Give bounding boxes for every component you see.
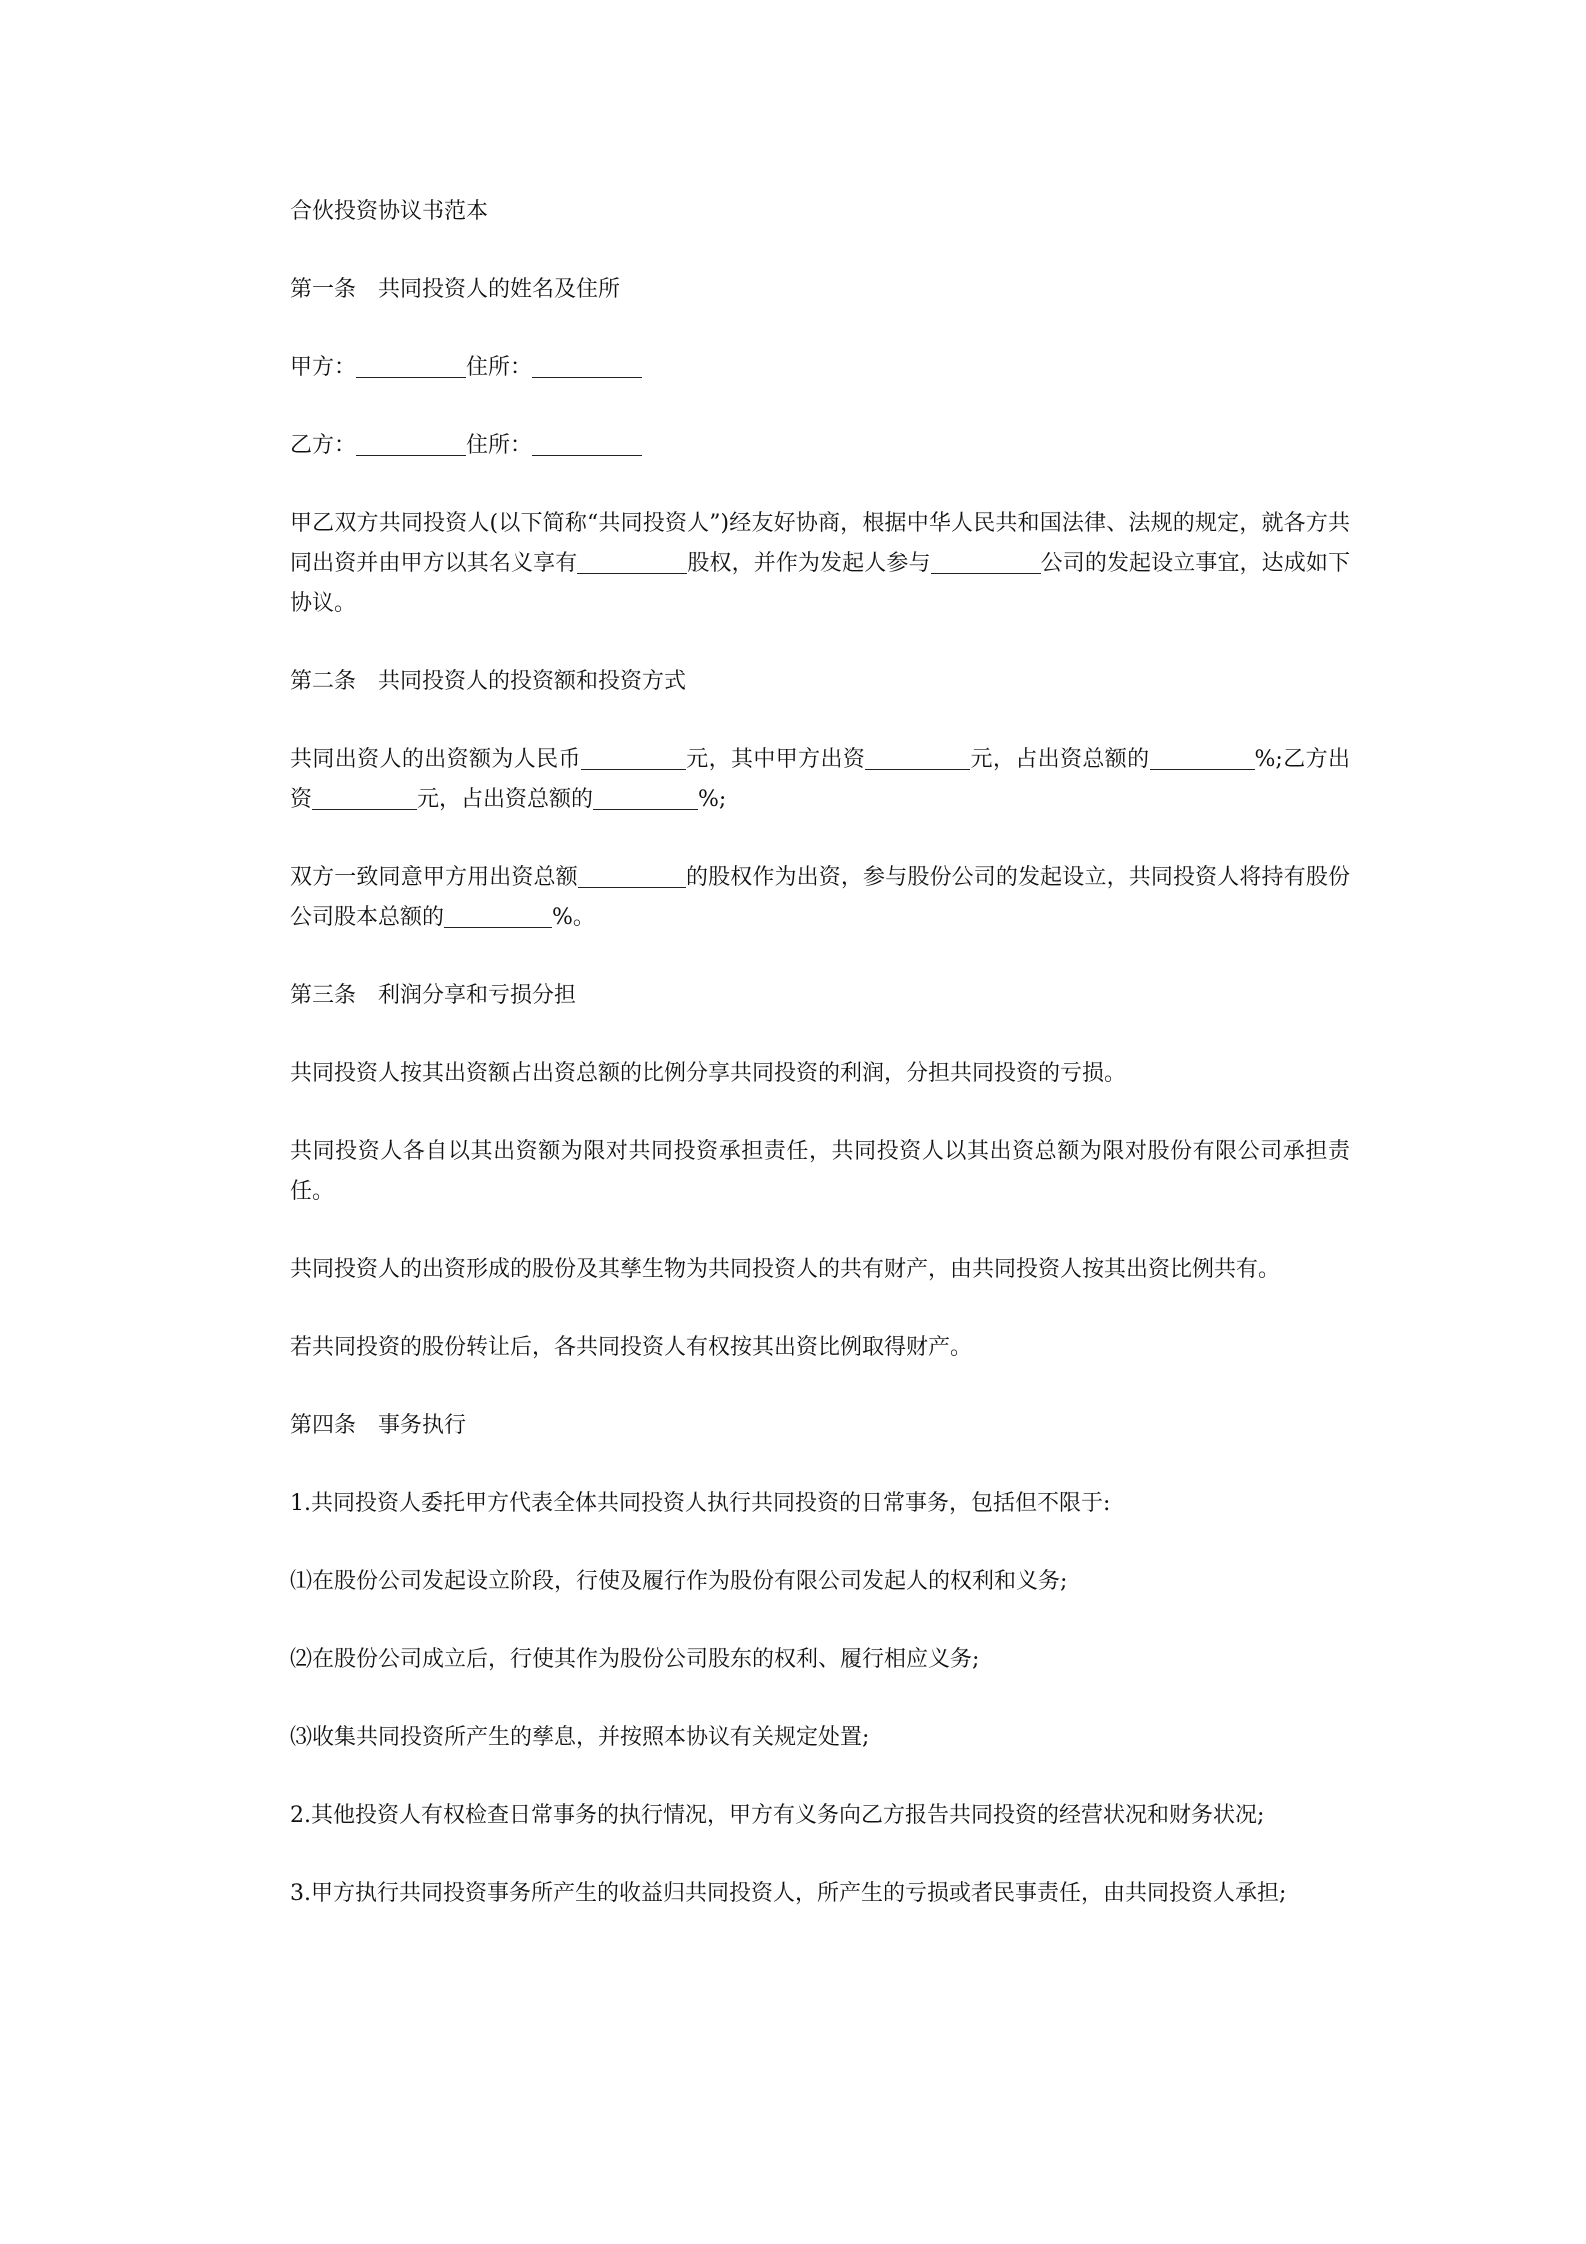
execution-item-1b: ⑵在股份公司成立后，行使其作为股份公司股东的权利、履行相应义务; [290, 1647, 980, 1672]
intro-text-2: 股权，并作为发起人参与 [687, 551, 931, 576]
party-a-label: 甲方： [290, 355, 357, 380]
share-text-3: %。 [552, 905, 595, 930]
share-percent-blank [444, 903, 552, 928]
execution-item-1: 1.共同投资人委托甲方代表全体共同投资人执行共同投资的日常事务，包括但不限于: [290, 1491, 1111, 1516]
investment-text-5: 元，占出资总额的 [417, 787, 594, 812]
intro-text-3: 公司的发起设立事宜，达成如下协议。 [290, 551, 1350, 616]
investment-text-1: 共同出资人的出资额为人民币 [290, 747, 581, 772]
party-b-residence-label: 住所： [466, 433, 533, 458]
profit-paragraph-2: 共同投资人各自以其出资额为限对共同投资承担责任，共同投资人以其出资总额为限对股份有限公司承担责任。 [290, 1139, 1350, 1204]
party-b-residence-blank [532, 431, 642, 456]
article-2-heading: 第二条 共同投资人的投资额和投资方式 [290, 669, 687, 694]
party-a-residence-label: 住所： [466, 355, 533, 380]
investment-text-4: %;乙方出资 [290, 747, 1350, 812]
intro-paragraph [290, 504, 1350, 624]
article-3-heading: 第三条 利润分享和亏损分担 [290, 983, 577, 1008]
share-text-1: 双方一致同意甲方用出资总额 [290, 865, 578, 890]
profit-paragraph-3: 共同投资人的出资形成的股份及其孳生物为共同投资人的共有财产，由共同投资人按其出资比例共有。 [290, 1257, 1281, 1282]
total-amount-blank [581, 745, 686, 770]
investment-text-3: 元，占出资总额的 [970, 747, 1150, 772]
execution-item-1c: ⑶收集共同投资所产生的孳息，并按照本协议有关规定处置; [290, 1725, 870, 1750]
share-text-2: 的股权作为出资，参与股份公司的发起设立，共同投资人将持有股份公司股本总额的 [290, 865, 1350, 930]
party-a-residence-blank [532, 353, 642, 378]
document-title: 合伙投资协议书范本 [290, 199, 489, 224]
party-a-name-blank [356, 353, 466, 378]
equity-amount-blank [578, 863, 686, 888]
equity-blank [577, 549, 687, 574]
article-4-heading: 第四条 事务执行 [290, 1413, 467, 1438]
party-b-amount-blank [312, 785, 417, 810]
investment-paragraph [290, 740, 1350, 820]
profit-paragraph-4: 若共同投资的股份转让后，各共同投资人有权按其出资比例取得财产。 [290, 1335, 973, 1360]
party-b-name-blank [356, 431, 466, 456]
company-blank [931, 549, 1041, 574]
party-b-line [290, 426, 1350, 466]
shareholding-paragraph [290, 858, 1350, 938]
investment-text-6: %; [698, 787, 727, 812]
party-a-percent-blank [1150, 745, 1255, 770]
party-b-percent-blank [593, 785, 698, 810]
execution-item-1a: ⑴在股份公司发起设立阶段，行使及履行作为股份有限公司发起人的权利和义务; [290, 1569, 1068, 1594]
party-a-line [290, 348, 1350, 388]
document-body [290, 192, 1350, 1952]
execution-item-3: 3.甲方执行共同投资事务所产生的收益归共同投资人，所产生的亏损或者民事责任，由共同投资人承担; [290, 1881, 1287, 1906]
party-a-amount-blank [865, 745, 970, 770]
profit-paragraph-1: 共同投资人按其出资额占出资总额的比例分享共同投资的利润，分担共同投资的亏损。 [290, 1061, 1127, 1086]
party-b-label: 乙方： [290, 433, 357, 458]
article-1-heading: 第一条 共同投资人的姓名及住所 [290, 277, 621, 302]
intro-text-1: 甲乙双方共同投资人(以下简称“共同投资人”)经友好协商，根据中华人民共和国法律、法规的规定，就各方共同出资并由甲方以其名义享有 [290, 511, 1350, 576]
execution-item-2: 2.其他投资人有权检查日常事务的执行情况，甲方有义务向乙方报告共同投资的经营状况和财务状况; [290, 1803, 1265, 1828]
investment-text-2: 元，其中甲方出资 [685, 747, 866, 772]
